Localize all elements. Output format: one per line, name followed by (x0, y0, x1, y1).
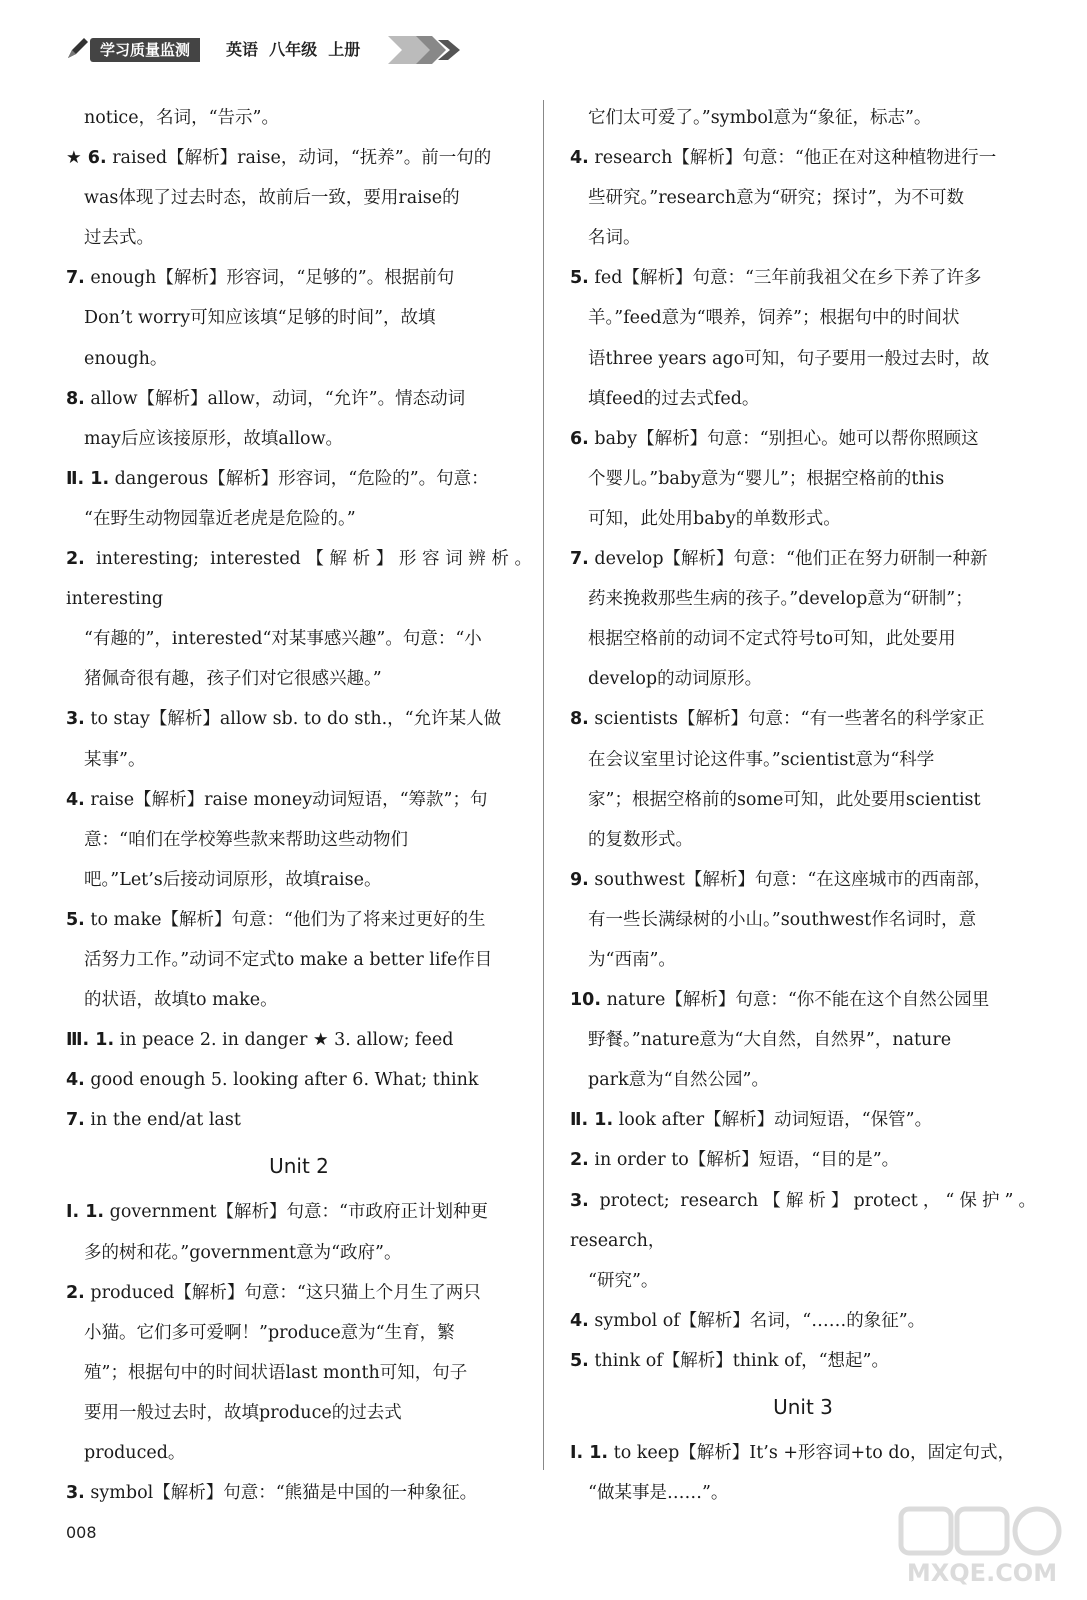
item-number: 2. (66, 1282, 85, 1303)
answer-text: 的复数形式。 (588, 829, 693, 850)
pen-icon (66, 36, 90, 60)
answer-continuation (66, 619, 532, 659)
answer-text: 有一些长满绿树的小山。”southwest作名词时，意 (588, 909, 977, 930)
answer-text: 多的树和花。”government意为“政府”。 (84, 1242, 402, 1263)
answer-continuation (570, 339, 1036, 379)
answer-item (570, 419, 1036, 459)
answer-continuation (66, 218, 532, 258)
answer-text: enough。 (84, 348, 168, 369)
item-number: 4. (66, 1070, 85, 1091)
answer-text: symbol of【解析】名词，“……的象征”。 (594, 1310, 926, 1331)
item-number: ★ 6. (66, 148, 107, 169)
answer-continuation (66, 1433, 532, 1473)
answer-text: 名词。 (588, 228, 641, 249)
answer-continuation (570, 1020, 1036, 1060)
answer-text: allow【解析】allow，动词，“允许”。情态动词 (90, 388, 466, 409)
answer-text: government【解析】句意：“市政府正计划种更 (109, 1202, 488, 1223)
answer-item (570, 138, 1036, 178)
answer-continuation (570, 499, 1036, 539)
answer-text: look after【解析】动词短语，“保管”。 (618, 1110, 933, 1131)
answer-continuation (66, 860, 532, 900)
answer-text: protect; research【解析】protect，“保护”。research， (570, 1190, 1036, 1251)
item-number: 3. (66, 1483, 85, 1504)
answer-continuation (570, 940, 1036, 980)
item-number: 2. (570, 1150, 589, 1171)
item-number: Ⅲ. 1. (66, 1030, 115, 1051)
answer-text: fed【解析】句意：“三年前我祖父在乡下养了许多 (594, 268, 982, 289)
answer-text: 根据空格前的动词不定式符号to可知，此处要用 (588, 629, 956, 650)
answer-text: produced。 (84, 1443, 186, 1463)
item-number: 7. (66, 268, 85, 289)
answer-item (66, 459, 532, 499)
answer-item (570, 1433, 1036, 1473)
item-number: 5. (570, 268, 589, 289)
answer-continuation (66, 1313, 532, 1353)
answer-text: 活努力工作。”动词不定式to make a better life作目 (84, 949, 493, 970)
answer-text: “在野生动物园靠近老虎是危险的。” (84, 508, 356, 529)
answer-text: to make【解析】句意：“他们为了将来过更好的生 (90, 909, 486, 930)
item-number: 8. (66, 388, 85, 409)
answer-continuation (570, 298, 1036, 338)
answer-continuation (66, 940, 532, 980)
answer-item (570, 980, 1036, 1020)
answer-continuation (570, 1060, 1036, 1100)
subject-title: 英语 八年级 上册 (226, 40, 361, 59)
answer-text: 要用一般过去时，故填produce的过去式 (84, 1402, 402, 1423)
answer-continuation (570, 579, 1036, 619)
page-header (66, 30, 466, 70)
answer-text: raised【解析】raise，动词，“抚养”。前一句的 (112, 148, 492, 169)
answer-text: 羊。”feed意为“喂养，饲养”；根据句中的时间状 (588, 308, 960, 329)
answer-text: enough【解析】形容词，“足够的”。根据前句 (90, 268, 455, 289)
answer-item (66, 1473, 532, 1513)
answer-continuation (570, 619, 1036, 659)
answer-continuation (570, 820, 1036, 860)
page-number: 008 (66, 1523, 97, 1542)
answer-continuation (66, 178, 532, 218)
series-badge: 学习质量监测 (90, 38, 200, 62)
answer-text: 个婴儿。”baby意为“婴儿”；根据空格前的this (588, 468, 945, 489)
answer-continuation (570, 740, 1036, 780)
column-divider (543, 100, 544, 1470)
item-number: 4. (66, 789, 85, 810)
item-number: 2. (66, 549, 85, 570)
answer-text: 在会议室里讨论这件事。”scientist意为“科学 (588, 749, 935, 770)
answer-continuation (66, 1393, 532, 1433)
answer-text: symbol【解析】句意：“熊猫是中国的一种象征。 (90, 1483, 478, 1504)
answer-text: research【解析】句意：“他正在对这种植物进行一 (594, 148, 997, 169)
answer-text: in peace 2. in danger ★ 3. allow; feed (119, 1030, 454, 1051)
answer-continuation (66, 659, 532, 699)
answer-text: was体现了过去时态，故前后一致，要用raise的 (84, 188, 460, 209)
answer-text: 填feed的过去式fed。 (588, 388, 760, 409)
answer-continuation (570, 1261, 1036, 1301)
answer-text: “研究”。 (588, 1270, 659, 1291)
item-number: 7. (570, 549, 589, 570)
answer-text: 些研究。”research意为“研究；探讨”，为不可数 (588, 188, 965, 209)
answer-continuation (66, 339, 532, 379)
item-number: 5. (66, 909, 85, 930)
answer-text: good enough 5. looking after 6. What; think (90, 1070, 479, 1091)
item-number: 7. (66, 1110, 85, 1131)
answer-text: 为“西南”。 (588, 949, 676, 970)
answer-item (66, 1020, 532, 1060)
item-number: 6. (570, 428, 589, 449)
answer-text: 某事”。 (84, 749, 146, 770)
item-number: Ⅰ. 1. (570, 1443, 609, 1463)
answer-continuation (570, 459, 1036, 499)
answer-text: in the end/at last (90, 1110, 241, 1131)
answer-text: 猪佩奇很有趣，孩子们对它很感兴趣。” (84, 669, 382, 690)
unit-heading: Unit 2 (269, 1154, 329, 1179)
answer-text: 可知，此处用baby的单数形式。 (588, 508, 841, 529)
answer-continuation (66, 820, 532, 860)
answer-item (570, 1140, 1036, 1180)
answer-text: 小猫。它们多可爱啊！”produce意为“生育，繁 (84, 1322, 455, 1343)
answer-text: “做某事是……”。 (588, 1483, 729, 1504)
answer-item (66, 900, 532, 940)
answer-continuation (66, 1353, 532, 1393)
item-number: Ⅰ. 1. (66, 1202, 105, 1223)
item-number: 5. (570, 1350, 589, 1371)
answer-item (570, 1181, 1036, 1261)
answer-text: 野餐。”nature意为“大自然，自然界”，nature (588, 1030, 952, 1051)
answer-text: 药来挽救那些生病的孩子。”develop意为“研制”； (588, 589, 973, 610)
answer-text: southwest【解析】句意：“在这座城市的西南部， (594, 869, 992, 890)
left-column (66, 98, 532, 1513)
answer-text: develop的动词原形。 (588, 669, 763, 690)
answer-item (66, 1060, 532, 1100)
answer-text: baby【解析】句意：“别担心。她可以帮你照顾这 (594, 428, 979, 449)
item-number: 4. (570, 148, 589, 169)
answer-item (570, 1341, 1036, 1381)
answer-item (66, 699, 532, 739)
answer-continuation (66, 419, 532, 459)
answer-continuation (66, 1233, 532, 1273)
answer-text: 它们太可爱了。”symbol意为“象征，标志”。 (588, 108, 932, 128)
answer-continuation (66, 980, 532, 1020)
watermark-text: MXQE.COM (906, 1559, 1058, 1587)
answer-text: 吧。”Let’s后接动词原形，故填raise。 (84, 869, 382, 890)
item-number: Ⅱ. 1. (570, 1110, 614, 1131)
answer-text: produced【解析】句意：“这只猫上个月生了两只 (90, 1282, 481, 1303)
answer-text: to stay【解析】allow sb. to do sth.，“允许某人做 (90, 709, 502, 730)
answer-continuation (570, 379, 1036, 419)
answer-continuation (570, 218, 1036, 258)
answer-text: 殖”；根据句中的时间状语last month可知，句子 (84, 1362, 468, 1383)
answer-text: raise【解析】raise money动词短语，“筹款”；句 (90, 789, 488, 810)
answer-continuation (66, 98, 532, 138)
answer-continuation (570, 780, 1036, 820)
answer-continuation (66, 298, 532, 338)
answer-text: 过去式。 (84, 228, 154, 249)
answer-continuation (570, 900, 1036, 940)
answer-item (570, 539, 1036, 579)
answer-item (570, 258, 1036, 298)
answer-text: 意：“咱们在学校筹些款来帮助这些动物们 (84, 829, 408, 850)
item-number: 9. (570, 869, 589, 890)
answer-item (66, 138, 532, 178)
answer-text: dangerous【解析】形容词，“危险的”。句意： (114, 468, 489, 489)
unit-heading: Unit 3 (773, 1395, 833, 1419)
answer-text: in order to【解析】短语，“目的是”。 (594, 1150, 900, 1171)
item-number: 8. (570, 709, 589, 730)
answer-item (66, 258, 532, 298)
answer-text: notice，名词，“告示”。 (84, 108, 279, 128)
chevrons-icon (388, 34, 468, 66)
answer-text: scientists【解析】句意：“有一些著名的科学家正 (594, 709, 985, 730)
item-number: 3. (570, 1190, 589, 1211)
answer-item (66, 1192, 532, 1232)
right-column (570, 98, 1036, 1513)
answer-text: may后应该接原形，故填allow。 (84, 428, 344, 449)
answer-text: Don’t worry可知应该填“足够的时间”，故填 (84, 308, 436, 329)
item-number: 10. (570, 990, 602, 1011)
item-number: Ⅱ. 1. (66, 468, 110, 489)
answer-text: to keep【解析】It’s +形容词+to do，固定句式， (613, 1443, 1016, 1463)
answer-text: interesting; interested【解析】形容词辨析。interesting (66, 549, 532, 610)
answer-continuation (570, 178, 1036, 218)
answer-text: develop【解析】句意：“他们正在努力研制一种新 (594, 549, 988, 570)
item-number: 3. (66, 709, 85, 730)
answer-item (570, 1100, 1036, 1140)
answer-text: 的状语，故填to make。 (84, 990, 278, 1011)
answer-item (570, 1301, 1036, 1341)
answer-text: nature【解析】句意：“你不能在这个自然公园里 (606, 990, 990, 1011)
answer-item (570, 860, 1036, 900)
answer-text: 家”；根据空格前的some可知，此处要用scientist (588, 789, 981, 810)
answer-continuation (66, 499, 532, 539)
answer-continuation (570, 659, 1036, 699)
item-number: 4. (570, 1310, 589, 1331)
answer-item (66, 1273, 532, 1313)
answer-text: park意为“自然公园”。 (588, 1070, 769, 1091)
answer-item (66, 539, 532, 619)
answer-continuation (570, 98, 1036, 138)
answer-text: “有趣的”，interested“对某事感兴趣”。句意：“小 (84, 629, 482, 650)
watermark-logo (897, 1505, 1067, 1587)
answer-item (570, 699, 1036, 739)
answer-item (66, 1100, 532, 1140)
answer-text: 语three years ago可知，句子要用一般过去时，故 (588, 348, 990, 369)
answer-continuation (66, 740, 532, 780)
answer-item (66, 379, 532, 419)
answer-text: think of【解析】think of，“想起”。 (594, 1350, 890, 1371)
answer-item (66, 780, 532, 820)
